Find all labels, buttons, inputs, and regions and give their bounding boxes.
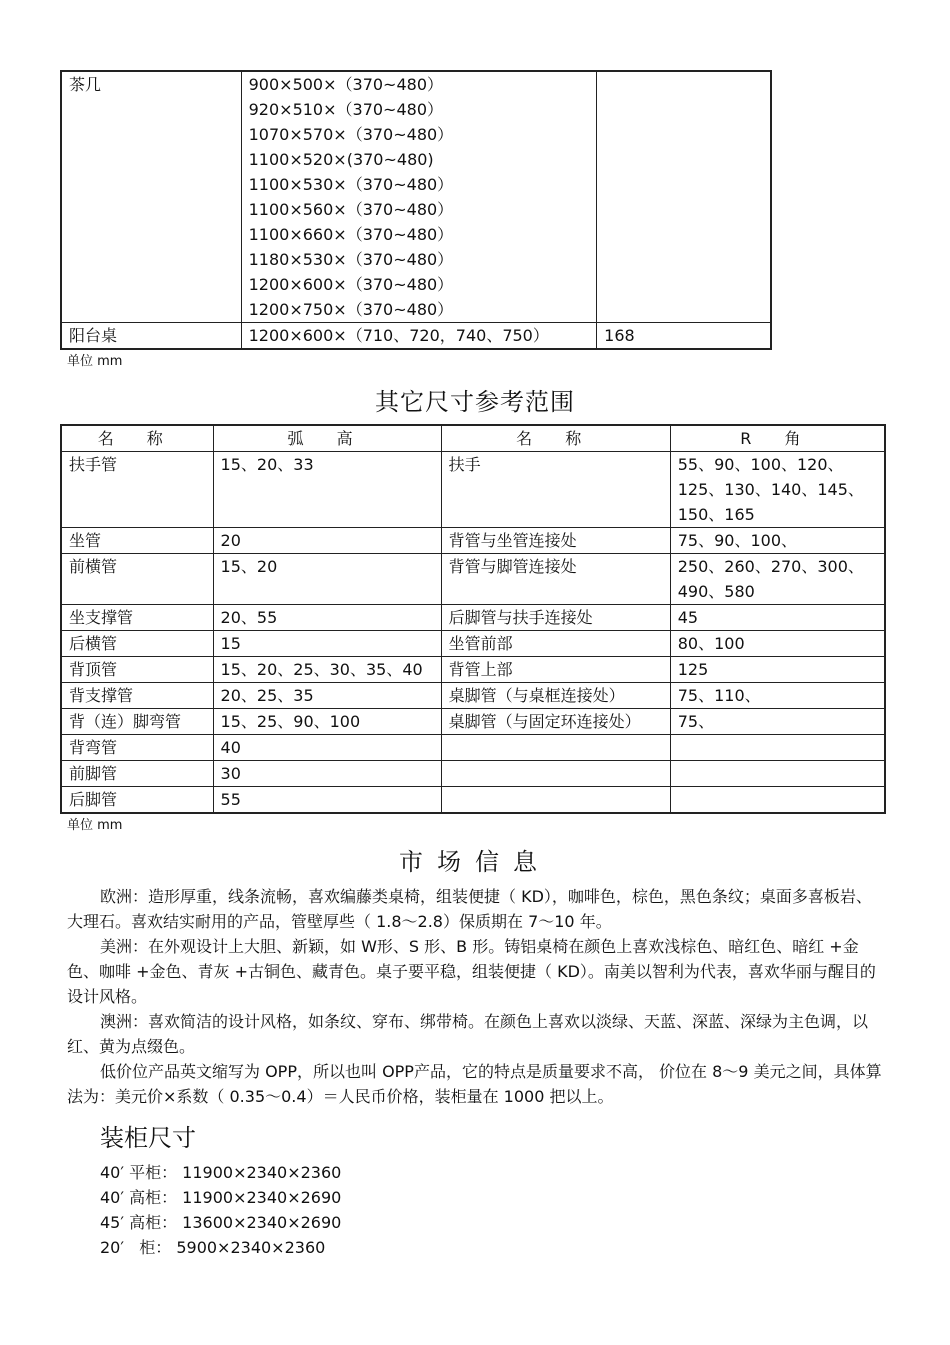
size-line: 1100×660×（370~480） xyxy=(248,225,454,244)
size-line: 1200×600×（370~480） xyxy=(248,275,454,294)
joint-name-cell: 坐管前部 xyxy=(441,631,670,657)
table-row xyxy=(61,605,885,631)
paragraph-australia: 澳洲：喜欢简洁的设计风格，如条纹、穿布、绑带椅。在颜色上喜欢以淡绿、天蓝、深蓝、深绿为主色调，以红、黄为点缀色。 xyxy=(67,1012,869,1056)
part-name-cell: 坐管 xyxy=(61,528,213,554)
table-row xyxy=(61,452,885,528)
part-name-cell: 背支撑管 xyxy=(61,683,213,709)
part-name-cell: 坐支撑管 xyxy=(61,605,213,631)
joint-name-cell: 后脚管与扶手连接处 xyxy=(441,605,670,631)
size-line: 920×510×（370~480） xyxy=(248,100,444,119)
part-name-cell: 背顶管 xyxy=(61,657,213,683)
market-text xyxy=(67,884,887,1109)
size-line: 1100×560×（370~480） xyxy=(248,200,454,219)
unit-note: 单位 mm xyxy=(67,354,123,369)
joint-name-cell: 背管与脚管连接处 xyxy=(441,554,670,605)
part-name-cell: 背弯管 xyxy=(61,735,213,761)
item-sizes-cell xyxy=(241,323,597,350)
r-angle-cell: 75、90、100、 xyxy=(670,528,885,554)
container-line: 20′ 柜： 5900×2340×2360 xyxy=(100,1238,326,1257)
container-line: 45′ 高柜： 13600×2340×2690 xyxy=(100,1213,342,1232)
table-row xyxy=(61,554,885,605)
r-angle-cell: 80、100 xyxy=(670,631,885,657)
joint-name-cell: 背管上部 xyxy=(441,657,670,683)
arc-height-cell: 15、20、33 xyxy=(213,452,441,528)
table-row xyxy=(61,528,885,554)
size-line: 1100×520×(370~480) xyxy=(248,150,434,169)
item-name-cell: 阳台桌 xyxy=(61,323,241,350)
r-angle-cell: 75、 xyxy=(670,709,885,735)
r-angle-cell xyxy=(670,761,885,787)
table-header-row xyxy=(61,425,885,452)
size-line: 1200×750×（370~480） xyxy=(248,300,454,319)
arc-height-cell: 30 xyxy=(213,761,441,787)
arc-height-cell: 40 xyxy=(213,735,441,761)
joint-name-cell: 桌脚管（与桌框连接处） xyxy=(441,683,670,709)
joint-name-cell xyxy=(441,735,670,761)
column-header: 名 称 xyxy=(61,425,213,452)
item-name-cell: 茶几 xyxy=(61,71,241,323)
r-angle-cell: 45 xyxy=(670,605,885,631)
size-line: 1070×570×（370~480） xyxy=(248,125,454,144)
part-name-cell: 后横管 xyxy=(61,631,213,657)
table-body xyxy=(61,452,885,814)
table-row xyxy=(61,709,885,735)
joint-name-cell xyxy=(441,787,670,814)
table-furniture-sizes xyxy=(60,70,772,350)
arc-height-cell: 20、25、35 xyxy=(213,683,441,709)
r-angle-cell: 75、110、 xyxy=(670,683,885,709)
size-line: 900×500×（370~480） xyxy=(248,75,444,94)
column-header: 弧 高 xyxy=(213,425,441,452)
paragraph-americas: 美洲：在外观设计上大胆、新颖，如 W形、S 形、B 形。铸铝桌椅在颜色上喜欢浅棕色、暗红色、暗红 +金色、咖啡 +金色、青灰 +古铜色、藏青色。桌子要平稳，组装便捷（ KD）。南美以智利为代表，喜欢华丽与醒目的设计风格。 xyxy=(67,937,876,1006)
part-name-cell: 背（连）脚弯管 xyxy=(61,709,213,735)
item-extra-cell: 168 xyxy=(597,323,771,350)
item-sizes-cell xyxy=(241,71,597,323)
section-title-container: 装柜尺寸 xyxy=(100,1124,196,1152)
arc-height-cell: 20、55 xyxy=(213,605,441,631)
r-angle-cell: 250、260、270、300、490、580 xyxy=(670,554,885,605)
paragraph-opp: 低价位产品英文缩写为 OPP，所以也叫 OPP产品，它的特点是质量要求不高， 价位在 8～9 美元之间，具体算法为：美元价×系数（ 0.35～0.4）＝人民币价格，装柜量在 1000 把以上。 xyxy=(67,1062,882,1106)
arc-height-cell: 55 xyxy=(213,787,441,814)
arc-height-cell: 15 xyxy=(213,631,441,657)
r-angle-cell: 125 xyxy=(670,657,885,683)
joint-name-cell: 扶手 xyxy=(441,452,670,528)
joint-name-cell xyxy=(441,761,670,787)
column-header: R 角 xyxy=(670,425,885,452)
container-line: 40′ 平柜： 11900×2340×2360 xyxy=(100,1163,342,1182)
column-header: 名 称 xyxy=(441,425,670,452)
size-line: 1100×530×（370~480） xyxy=(248,175,454,194)
table-row xyxy=(61,787,885,814)
item-extra-cell xyxy=(597,71,771,323)
part-name-cell: 后脚管 xyxy=(61,787,213,814)
size-line: 1180×530×（370~480） xyxy=(248,250,454,269)
container-line: 40′ 高柜： 11900×2340×2690 xyxy=(100,1188,342,1207)
unit-note: 单位 mm xyxy=(67,818,123,833)
arc-height-cell: 15、20、25、30、35、40 xyxy=(213,657,441,683)
size-line: 1200×600×（710、720，740、750） xyxy=(248,326,549,345)
part-name-cell: 前脚管 xyxy=(61,761,213,787)
table-row xyxy=(61,323,771,350)
arc-height-cell: 20 xyxy=(213,528,441,554)
r-angle-cell xyxy=(670,787,885,814)
section-title-other-sizes: 其它尺寸参考范围 xyxy=(375,388,575,416)
table-row xyxy=(61,631,885,657)
joint-name-cell: 桌脚管（与固定环连接处） xyxy=(441,709,670,735)
table-row xyxy=(61,71,771,323)
arc-height-cell: 15、25、90、100 xyxy=(213,709,441,735)
paragraph-europe: 欧洲：造形厚重，线条流畅，喜欢编藤类桌椅，组装便捷（ KD），咖啡色，棕色，黑色条纹；桌面多喜板岩、大理石。喜欢结实耐用的产品，管壁厚些（ 1.8～2.8）保质期在 7～10 年。 xyxy=(67,887,872,931)
r-angle-cell xyxy=(670,735,885,761)
table-row xyxy=(61,735,885,761)
r-angle-cell: 55、90、100、120、125、130、140、145、150、165 xyxy=(670,452,885,528)
joint-name-cell: 背管与坐管连接处 xyxy=(441,528,670,554)
arc-height-cell: 15、20 xyxy=(213,554,441,605)
table-row xyxy=(61,761,885,787)
part-name-cell: 扶手管 xyxy=(61,452,213,528)
section-title-market: 市场信息 xyxy=(399,848,551,876)
table-other-sizes xyxy=(60,424,886,814)
part-name-cell: 前横管 xyxy=(61,554,213,605)
table-row xyxy=(61,657,885,683)
table-row xyxy=(61,683,885,709)
container-size-list xyxy=(100,1160,341,1260)
